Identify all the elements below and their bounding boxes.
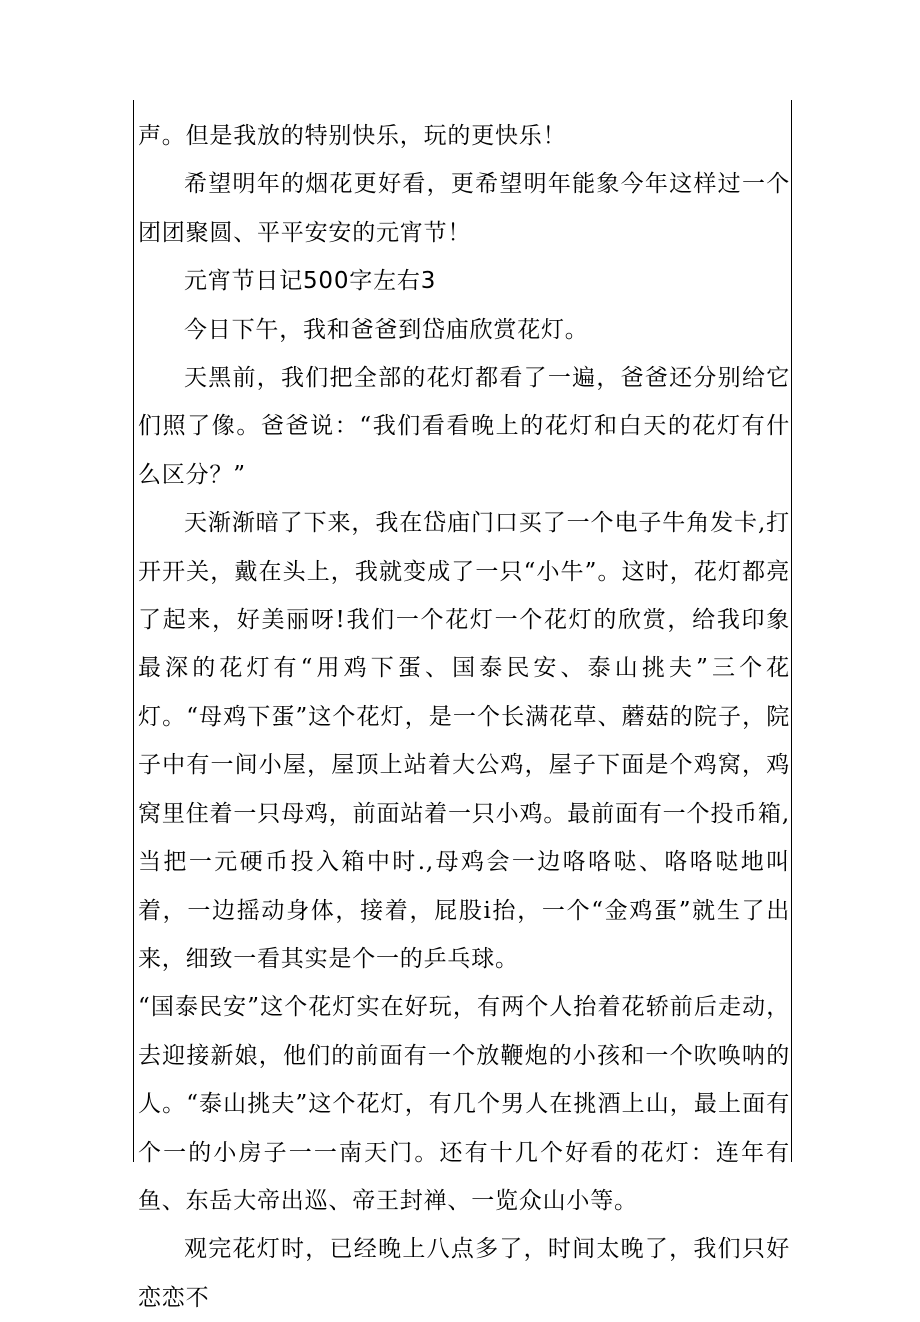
section-heading: 元宵节日记500字左右3	[184, 268, 437, 295]
paragraph-continuation: 声。但是我放的特别快乐，玩的更快乐！	[138, 123, 567, 149]
paragraph-wish: 希望明年的烟花更好看，更希望明年能象今年这样过一个团团聚圆、平平安安的元宵节！	[138, 171, 790, 246]
paragraph-before-dark: 天黑前，我们把全部的花灯都看了一遍，爸爸还分别给它们照了像。爸爸说：“我们看看晚上的花灯和白天的花灯有什么区分？”	[138, 365, 790, 488]
document-body	[138, 112, 790, 1322]
table-border-left	[133, 100, 134, 1162]
paragraph-lanterns: 天渐渐暗了下来，我在岱庙门口买了一个电子牛角发卡,打开开关，戴在头上，我就变成了一只“小牛”。这时，花灯都亮了起来，好美丽呀!我们一个花灯一个花灯的欣赏，给我印象最深的花灯有“用鸡下蛋、国泰民安、泰山挑夫”三个花灯。“母鸡下蛋”这个花灯，是一个长满花草、蘑菇的院子，院子中有一间小屋，屋顶上站着大公鸡，屋子下面是个鸡窝，鸡窝里住着一只母鸡，前面站着一只小鸡。最前面有一个投币箱,当把一元硬币投入箱中时.,母鸡会一边咯咯哒、咯咯哒地叫着，一边摇动身体，接着，屁股i抬，一个“金鸡蛋”就生了出来，细致一看其实是个一的乒乓球。	[138, 510, 790, 972]
paragraph-ending: 观完花灯时，已经晚上八点多了，时间太晚了，我们只好恋恋不	[138, 1236, 790, 1311]
table-border-right	[791, 100, 792, 1162]
paragraph-guotai-minan: “国泰民安”这个花灯实在好玩，有两个人抬着花轿前后走动，去迎接新娘，他们的前面有一个放鞭炮的小孩和一个吹唤呐的人。“泰山挑夫”这个花灯，有几个男人在挑酒上山，最上面有个一的小房子一一南天门。还有十几个好看的花灯：连年有鱼、东岳大帝出巡、帝王封禅、一览众山小等。	[138, 994, 790, 1214]
paragraph-intro: 今日下午，我和爸爸到岱庙欣赏花灯。	[184, 316, 589, 343]
